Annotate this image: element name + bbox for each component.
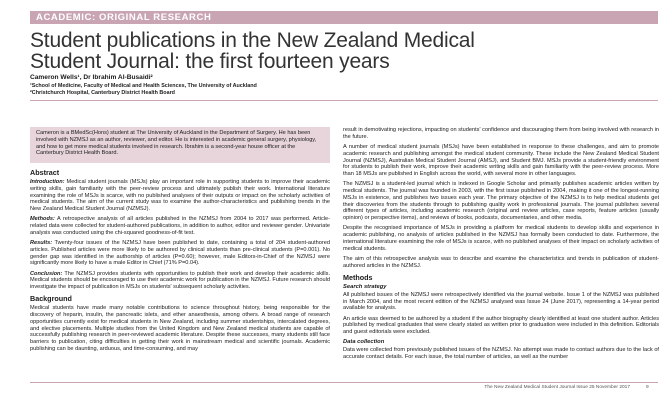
page-number: 9 xyxy=(646,385,649,390)
author-bio-box: Cameron is a BMedSc(Hons) student at The University of Auckland in the Department of Surgery. He has been involved with NZMSJ as an author, reviewer, and editor. He is interested in academic general surgery, physiology, and how to get more medical students involved in research. Ibrahim is a second-year house officer at the Canterbury District Health Board. xyxy=(30,127,330,163)
results-lead: Results: xyxy=(30,240,53,246)
intro-lead: Introduction: xyxy=(30,179,65,185)
title-line-1: Student publications in the New Zealand Medical xyxy=(30,29,475,52)
conclusion-lead: Conclusion: xyxy=(30,270,63,277)
body-paragraph-4: Despite the recognised importance of MSJs in providing a platform for medical students to develop skills and experience in academic publishing, no analysis of articles published in the NZMSJ has formally been conducted to date. Furthermore, the international literature examining the role of MSJs is scarce, with no published analyses of their impact on scholarly activities of medical students. xyxy=(343,225,659,252)
methods-text: A retrospective analysis of all articles published in the NZMSJ from 2004 to 2017 was performed. Article-related data were collected for student-authored publications, in addition to author, editor and reviewer gender. Univariate analysis was conducted using the chi-squared goodness-of-fit test. xyxy=(30,216,330,236)
title-line-2: Student Journal: the first fourteen years xyxy=(30,50,390,73)
author-list: Cameron Wells¹, Dr Ibrahim Al-Busaidi² xyxy=(30,74,153,81)
footer-divider xyxy=(30,382,658,383)
body-paragraph-2: A number of medical student journals (MSJs) have been established in response to these challenges, and aim to promote academic research and publishing amongst the medical student community. These include the New Zealand Medical Student Journal (NZMSJ), Australian Medical Student Journal (AMSJ), and Student BMJ. MSJs provide a student-friendly environment for students to publish their work, improve their academic writing skills and gain familiarity with the peer-review process. More than 18 MSJs are published in English across the world, with several more in other languages. xyxy=(343,144,659,177)
left-column xyxy=(30,167,330,380)
journal-footer: The New Zealand Medical Student Journal Issue 25 November 2017 xyxy=(484,385,630,390)
section-label: ACADEMIC: ORIGINAL RESEARCH xyxy=(36,12,212,23)
author-definition-paragraph: An article was deemed to be authored by a student if the author biography clearly identified at least one student author. Articles published by medical graduates that were clearly stated as written prior to graduation were included in this definition. Editorials and guest editorials were excluded. xyxy=(343,315,659,335)
body-paragraph-5: The aim of this retrospective analysis was to describe and examine the characteristics and trends in publication of student-authored articles in the NZMSJ. xyxy=(343,255,659,269)
conclusion-text: The NZMSJ provides students with opportunities to publish their work and develop their academic skills. Medical students should be encouraged to use their academic work for publication in the NZMSJ. Future research should investigate the impact of publication in MSJs on students' subsequent scholarly activities. xyxy=(30,270,330,290)
body-paragraph-1: result in demotivating rejections, impacting on students' confidence and discouraging them from being involved with research in the future. xyxy=(343,127,659,140)
right-column xyxy=(343,127,659,380)
article-title xyxy=(30,30,630,72)
search-strategy-heading: Search strategy xyxy=(343,283,387,290)
section-band xyxy=(30,11,658,24)
data-collection-paragraph: Data were collected from previously published issues of the NZMSJ. No attempt was made to contact authors due to the lack of accurate contact details. For each issue, the total number of articles, as well as the number xyxy=(343,347,659,360)
background-paragraph: Medical students have made many notable contributions to science throughout history, being responsible for the discovery of heparin, insulin, the pancreatic islets, and ether anaesthesia, among others. A broad range of research opportunities currently exist for medical students in New Zealand, including summer studentships, intercalated degrees, and elective placements. Multiple studies from the United Kingdom and New Zealand medical students are capable of successfully publishing research in peer-reviewed academic literature. Despite these successes, many students still face barriers to publication, citing difficulties in getting their work in mainstream medical and scientific journals. Academic publishing can be daunting, arduous, and time-consuming, and may xyxy=(30,305,330,352)
abstract-conclusion xyxy=(30,271,330,291)
affiliation-2: ²Christchurch Hospital, Canterbury District Health Board xyxy=(30,90,175,96)
methods-heading: Methods xyxy=(343,272,373,282)
abstract-heading: Abstract xyxy=(30,168,60,177)
abstract-results xyxy=(30,240,330,267)
body-paragraph-3: The NZMSJ is a student-led journal which is indexed in Google Scholar and primarily publishes academic articles written by medical students. The journal was founded in 2003, with the first issue published in 2004, making it one of the longest-running MSJs in existence, and publishes two issues each year. The primary objective of the NZMSJ is to help medical students get their discoveries from the students through to publishing quality work in professional journals. The journal publishes several different types of articles, including academic research (original and review articles, case reports, feature articles (usually opinion) or perspective items), and reviews of books, podcasts, documentaries, and other media. xyxy=(343,181,659,221)
header-divider xyxy=(30,100,658,101)
intro-text: Medical student journals (MSJs) play an important role in supporting students to improve their academic writing skills, gain familiarity with the peer-review process and ultimately publish their work. International literature examining the role of MSJs is scarce, with no published analyses of their outputs or impact on the scholarly activities of medical students. The aim of the current study was to examine the author-characteristics and publishing trends in the New Zealand Medical Student Journal (NZMSJ). xyxy=(30,179,330,212)
affiliation-1: ¹School of Medicine, Faculty of Medical and Health Sciences, The University of Auckland xyxy=(30,83,257,89)
data-collection-heading: Data collection xyxy=(343,339,385,346)
abstract-methods xyxy=(30,216,330,236)
methods-lead: Methods: xyxy=(30,216,55,223)
background-heading: Background xyxy=(30,294,72,304)
search-strategy-paragraph: All published issues of the NZMSJ were retrospectively identified via the journal website. Issue 1 of the NZMSJ was published in March 2004, and the most recent edition of the NZMSJ analysed was Issue 24 (June 2017), representing a 14-year period available for analysis. xyxy=(343,291,659,312)
abstract-introduction xyxy=(30,179,330,213)
results-text: Twenty-four issues of the NZMSJ have been published to date, containing a total of 204 student-authored articles. Published articles were more likely to be authored by clinical students than pre-clinical students (P=0.001). No gender gap was identified in the authorship of articles (P=0.60); however, male Editors-in-Chief of the NZMSJ were significantly more likely to have a male Editor in Chief (71% P=0.04). xyxy=(30,240,330,267)
